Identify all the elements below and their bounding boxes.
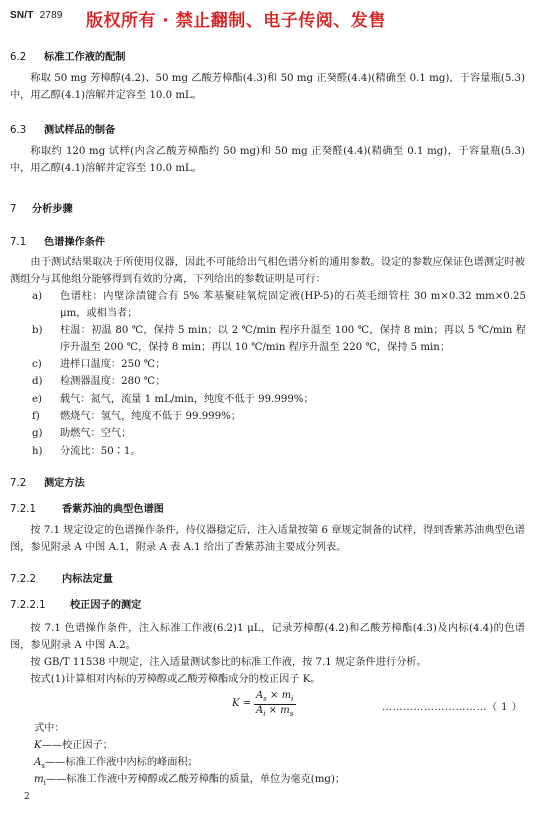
item-tag: c) [32, 359, 42, 370]
section-number: 7.1 [10, 237, 27, 248]
denominator-area-sub: i [263, 710, 266, 718]
item-tag: b) [32, 325, 43, 336]
section-6-2-body: 称取 50 mg 芳樟醇(4.2)、50 mg 乙酸芳樟酯(4.3)和 50 mg 正癸醛(4.4)(精确至 0.1 mg)，于容量瓶(5.3)中，用乙醇(4.1)溶解并定容至 10.0 mL。 [10, 73, 525, 101]
copyright-watermark: 版权所有 · 禁止翻制、电子传阅、发售 [86, 11, 386, 31]
condition-item-b [32, 322, 526, 356]
denominator-mass-sub: s [289, 710, 294, 718]
section-title: 测试样品的制备 [44, 125, 116, 136]
definition-k [34, 737, 113, 754]
section-number: 7.2.1 [10, 504, 36, 515]
page-number: 2 [24, 792, 30, 802]
section-number: 7.2 [10, 478, 27, 489]
definition-text: ——标准工作液中芳樟醇或乙酸芳樟酯的质量，单位为毫克(mg)； [45, 774, 346, 785]
item-tag: e) [32, 394, 43, 405]
definition-mi [34, 771, 345, 792]
section-6-2-heading [10, 48, 126, 63]
equation-number: …………………………（ 1 ） [382, 702, 523, 713]
item-text: 色谱柱：内壁涂渍键合有 5% 苯基聚硅氧烷固定液(HP-5)的石英毛细管柱 30 m×0.32 mm×0.25 μm，或相当者； [60, 291, 526, 319]
section-title: 色谱操作条件 [44, 237, 106, 248]
section-title: 香紫苏油的典型色谱图 [62, 504, 164, 515]
section-7-2-2-1-body-3: 按式(1)计算相对内标的芳樟醇或乙酸芳樟酯成分的校正因子 K。 [30, 674, 321, 685]
symbol-sub: i [43, 779, 46, 788]
numerator-times: × [270, 690, 279, 701]
condition-item-f [32, 408, 526, 425]
section-7-2-1-body: 按 7.1 规定设定的色谱操作条件，待仪器稳定后，注入适量按第 6 章规定制备的试样，得到香紫苏油典型色谱图，参见附录 A 中图 A.1，附录 A 表 A.1 给出了香紫苏油主要成分列表。 [10, 525, 525, 553]
standard-code-header [10, 10, 63, 21]
standard-number: 2789 [39, 10, 63, 21]
condition-item-e [32, 391, 526, 408]
section-number: 6.2 [10, 52, 27, 63]
section-title: 校正因子的测定 [70, 600, 142, 611]
formula-lhs: K = [232, 698, 252, 709]
denominator-area: A [256, 705, 264, 716]
section-title: 标准工作液的配制 [44, 52, 126, 63]
formula-numerator [256, 690, 293, 703]
item-tag: d) [32, 376, 43, 387]
item-text: 载气：氮气，流量 1 mL/min，纯度不低于 99.999%； [60, 394, 314, 405]
denominator-mass: m [280, 705, 290, 716]
section-7-1-heading [10, 233, 105, 248]
symbol: m [34, 774, 44, 785]
denominator-times: × [268, 705, 278, 716]
condition-item-h [32, 443, 526, 460]
section-7-2-2-heading [10, 570, 113, 585]
correction-factor-formula [232, 690, 312, 720]
section-number: 7.2.2 [10, 574, 36, 585]
section-7-1-body: 由于测试结果取决于所使用仪器，因此不可能给出气相色谱分析的通用参数。设定的参数应保证色谱测定时被测组分与其他组分能够得到有效的分离，下列给出的参数证明是可行： [10, 257, 525, 285]
section-7-2-2-1-body-2: 按 GB/T 11538 中规定，注入适量测试参比的标准工作液，按 7.1 规定条件进行分析。 [30, 657, 427, 668]
item-tag: h) [32, 446, 43, 457]
condition-item-d [32, 373, 526, 390]
section-title: 测定方法 [44, 478, 85, 489]
numerator-area-sub: s [263, 695, 267, 703]
item-text: 进样口温度：250 ℃； [60, 359, 166, 370]
section-number: 6.3 [10, 125, 27, 136]
section-number: 7.2.2.1 [10, 600, 46, 611]
where-intro: 式中： [34, 723, 65, 734]
section-7-heading [10, 200, 73, 215]
section-7-2-2-1-heading [10, 596, 141, 611]
definition-text: ——校正因子； [41, 740, 113, 751]
condition-item-g [32, 425, 526, 442]
standard-code: SN/T [10, 10, 34, 21]
section-6-3-body: 称取约 120 mg 试样(内含乙酸芳樟酯约 50 mg)和 50 mg 正癸醛(4.4)(精确至 0.1 mg)，于容量瓶(5.3)中，用乙醇(4.1)溶解并定容至 10.0 mL。 [10, 146, 525, 174]
symbol-sub: s [41, 762, 45, 771]
section-number: 7 [10, 204, 17, 215]
item-tag: a) [32, 291, 43, 302]
section-7-2-1-heading [10, 500, 164, 515]
item-tag: f) [32, 411, 40, 422]
condition-item-a [32, 288, 526, 322]
section-7-2-2-1-body-1: 按 7.1 色谱操作条件，注入标准工作液(6.2)1 μL，记录芳樟醇(4.2)和乙酸芳樟酯(4.3)及内标(4.4)的色谱图，参见附录 A 中图 A.2。 [10, 623, 525, 651]
item-text: 燃烧气：氢气，纯度不低于 99.999%； [60, 411, 242, 422]
section-7-2-heading [10, 474, 85, 489]
section-title: 分析步骤 [32, 204, 73, 215]
item-text: 分流比：50∶1。 [60, 446, 141, 457]
symbol: A [34, 757, 42, 768]
definition-text: ——标准工作液中内标的峰面积； [44, 757, 198, 768]
item-text: 柱温：初温 80 ℃，保持 5 min；以 2 ℃/min 程序升温至 100 ℃，保持 8 min；再以 5 ℃/min 程序升温至 200 ℃，保持 8 min；再以 10 ℃/min 程序升温至 220 ℃，保持 5 min； [60, 325, 526, 353]
numerator-mass: m [281, 690, 292, 701]
section-title: 内标法定量 [62, 574, 113, 585]
numerator-area: A [256, 690, 264, 701]
formula-denominator [256, 705, 293, 718]
numerator-mass-sub: i [291, 695, 294, 703]
section-6-3-heading [10, 121, 115, 136]
item-text: 助燃气：空气； [60, 428, 132, 439]
condition-item-c [32, 356, 526, 373]
item-text: 检测器温度：280 ℃； [60, 376, 166, 387]
symbol: K [34, 740, 42, 751]
item-tag: g) [32, 428, 43, 439]
